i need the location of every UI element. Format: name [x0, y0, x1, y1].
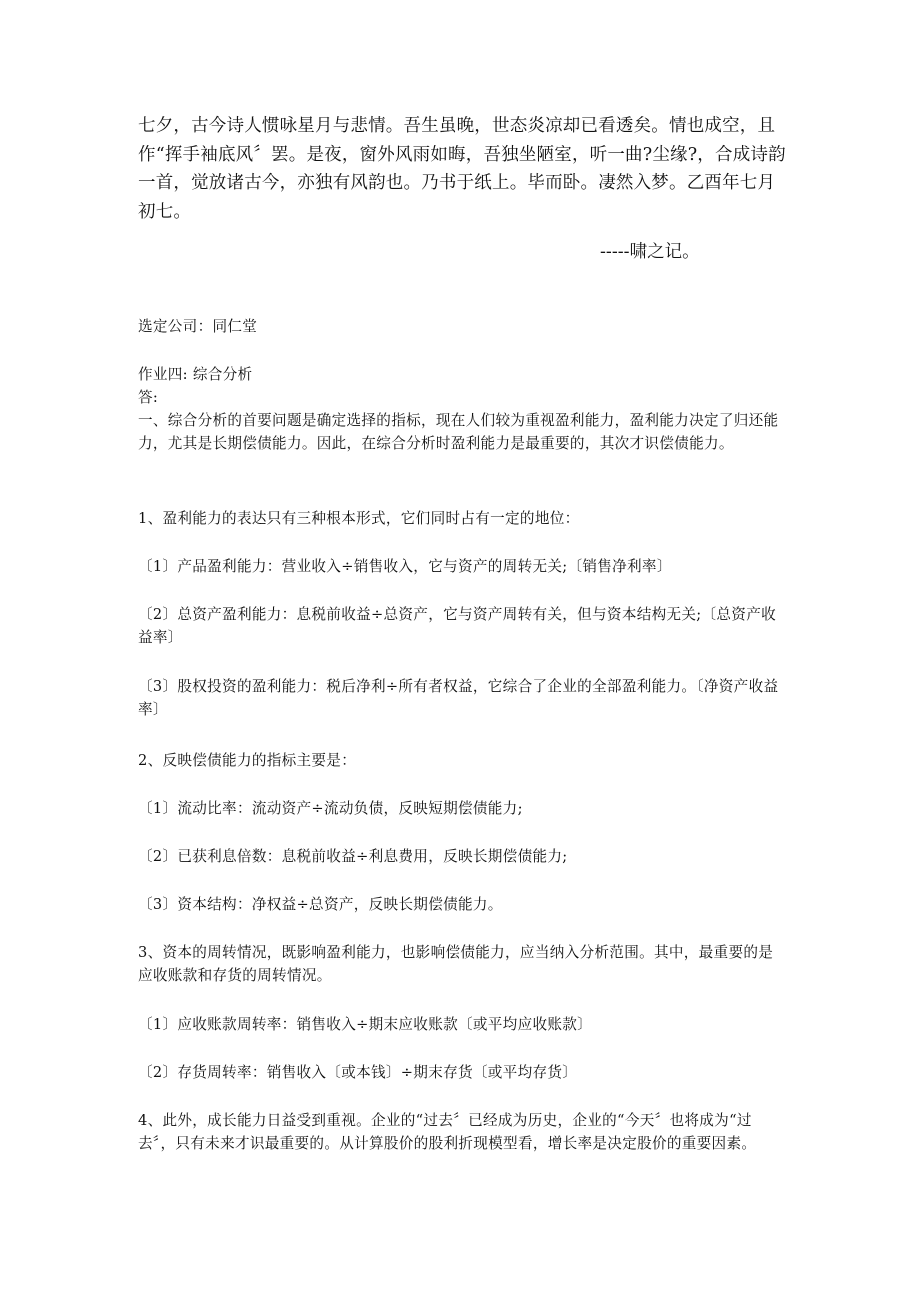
section-2-item-3: 〔3〕资本结构：净权益÷总资产，反映长期偿债能力。	[138, 896, 503, 913]
assignment-title: 作业四: 综合分析	[138, 366, 253, 383]
section-3-item-1: 〔1〕应收账款周转率：销售收入÷期末应收账款〔或平均应收账款〕	[138, 1016, 593, 1033]
section-1-item-1: 〔1〕产品盈利能力：营业收入÷销售收入，它与资产的周转无关;〔销售净利率〕	[138, 558, 672, 575]
intro-analysis-paragraph: 一、综合分析的首要问题是确定选择的指标，现在人们较为重视盈利能力，盈利能力决定了归还能力，尤其是长期偿债能力。因此，在综合分析时盈利能力是最重要的，其次才识偿债能力。	[138, 412, 779, 452]
section-2-item-1: 〔1〕流动比率：流动资产÷流动负债，反映短期偿债能力;	[138, 800, 523, 817]
section-1-item-2: 〔2〕总资产盈利能力：息税前收益÷总资产，它与资产周转有关，但与资本结构无关;〔总资产收益率〕	[138, 606, 776, 646]
intro-paragraph: 七夕，古今诗人惯咏星月与悲情。吾生虽晚，世态炎凉却已看透矣。情也成空，且作“挥手袖底风〞罢。是夜，窗外风雨如晦，吾独坐陋室，听一曲?尘缘?，合成诗韵一首，觉放诸古今，亦独有风韵也。乃书于纸上。毕而卧。凄然入梦。乙酉年七月初七。	[138, 116, 786, 222]
section-3-title: 3、资本的周转情况，既影响盈利能力，也影响偿债能力，应当纳入分析范围。其中，最重要的是应收账款和存货的周转情况。	[138, 944, 774, 984]
section-3-item-2: 〔2〕存货周转率：销售收入〔或本钱〕÷期末存货〔或平均存货〕	[138, 1064, 578, 1081]
section-4-paragraph: 4、此外，成长能力日益受到重视。企业的“过去〞已经成为历史，企业的“今天〞也将成为“过去〞，只有未来才识最重要的。从计算股价的股利折现模型看，增长率是决定股价的重要因素。	[138, 1112, 757, 1152]
section-1-title: 1、盈利能力的表达只有三种根本形式，它们同时占有一定的地位：	[138, 510, 580, 527]
section-2-title: 2、反映偿债能力的指标主要是：	[138, 752, 357, 769]
section-1-item-3: 〔3〕股权投资的盈利能力：税后净利÷所有者权益，它综合了企业的全部盈利能力。〔净资产收益率〕	[138, 678, 779, 718]
company-line: 选定公司：同仁堂	[138, 318, 258, 335]
answer-label: 答:	[138, 389, 159, 406]
section-2-item-2: 〔2〕已获利息倍数：息税前收益÷利息费用，反映长期偿债能力;	[138, 848, 568, 865]
signature: -----啸之记。	[600, 242, 700, 262]
